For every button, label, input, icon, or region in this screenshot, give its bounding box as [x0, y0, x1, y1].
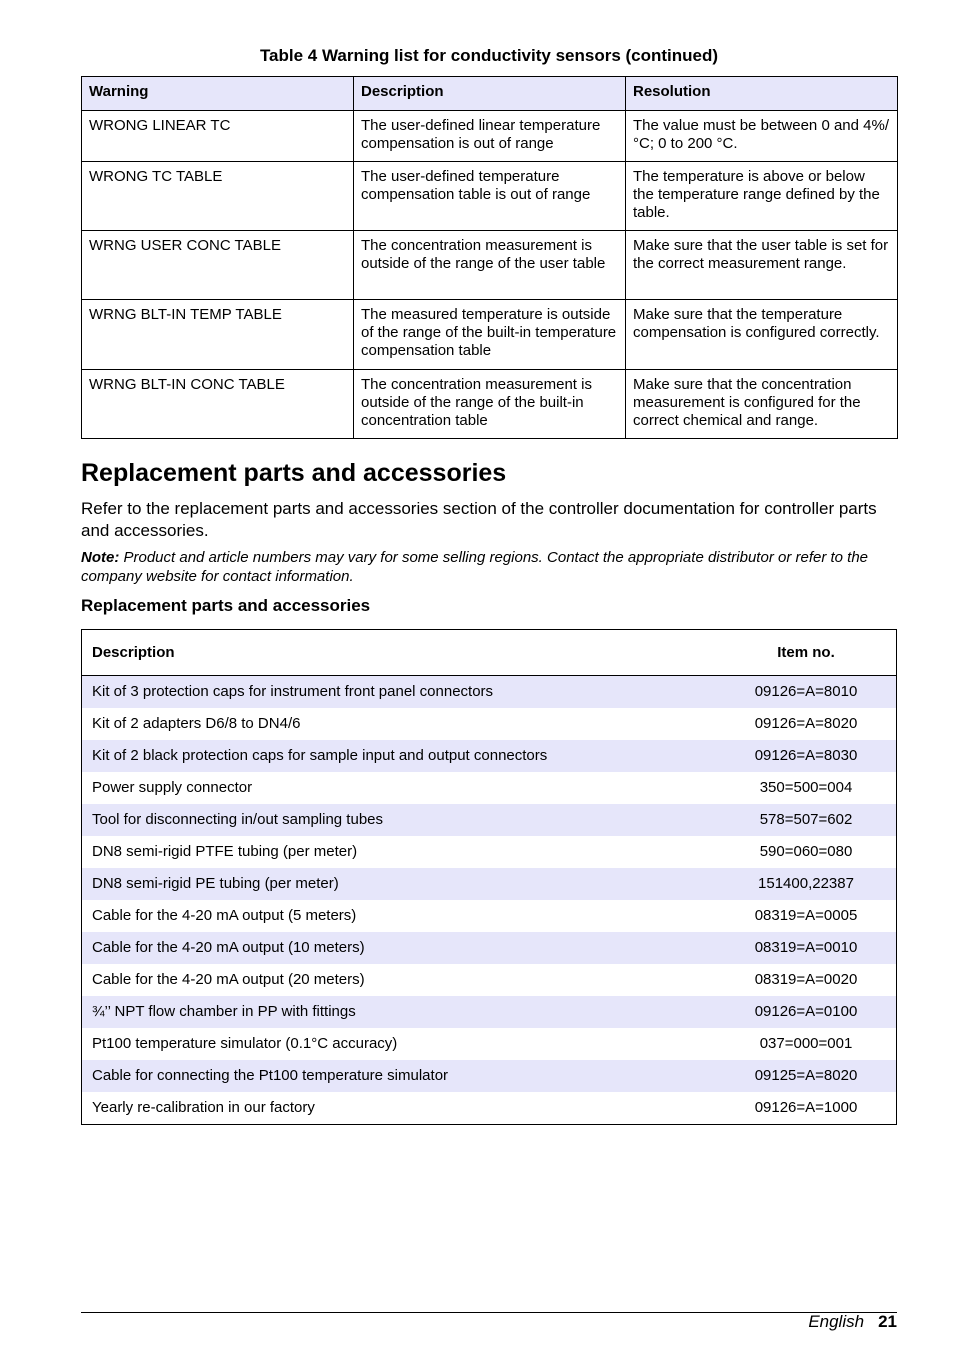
- table-row: [82, 1060, 896, 1092]
- table-row: [82, 1092, 896, 1124]
- part-description: Cable for connecting the Pt100 temperature simulator: [82, 1060, 716, 1092]
- part-description: DN8 semi-rigid PTFE tubing (per meter): [92, 843, 358, 860]
- table-row: [82, 1028, 896, 1060]
- table-row: [82, 932, 896, 964]
- page-number: 21: [878, 1312, 897, 1331]
- column-header-resolution: Resolution: [626, 77, 898, 111]
- part-item-no: 08319=A=0020: [754, 971, 858, 988]
- part-item-no: 08319=A=0005: [754, 907, 858, 924]
- table-row: [82, 740, 896, 772]
- table-row: [82, 708, 896, 740]
- intro-paragraph: Refer to the replacement parts and accessories section of the controller documentation for controller parts and accessories.: [81, 499, 877, 540]
- description-cell: The concentration measurement is outside of the range of the user table: [354, 231, 626, 300]
- column-header-description: Description: [82, 630, 716, 676]
- column-header-description: Description: [354, 77, 626, 111]
- note-label: Note:: [81, 549, 120, 566]
- resolution-cell: Make sure that the concentration measurement is configured for the correct chemical and range.: [626, 370, 898, 439]
- table-row: [82, 868, 896, 900]
- parts-table: [82, 630, 896, 1124]
- warning-cell: WRNG USER CONC TABLE: [82, 231, 354, 300]
- table-row: [82, 836, 896, 868]
- subsection-title: Replacement parts and accessories: [81, 596, 371, 615]
- resolution-cell: The temperature is above or below the temperature range defined by the table.: [626, 162, 898, 231]
- part-item-no: 037=000=001: [759, 1035, 853, 1052]
- part-description: ¾’’ NPT flow chamber in PP with fittings: [82, 996, 716, 1028]
- note-text: Product and article numbers may vary for some selling regions. Contact the appropriate distributor or refer to the company website for contact information.: [81, 549, 869, 585]
- part-item-no: 09126=A=0100: [716, 996, 896, 1028]
- description-cell: The concentration measurement is outside of the range of the built-in concentration table: [354, 370, 626, 439]
- table-row: [82, 676, 896, 709]
- parts-table-frame: [81, 629, 897, 1125]
- warning-cell: WRONG LINEAR TC: [82, 111, 354, 162]
- resolution-cell: Make sure that the user table is set for the correct measurement range.: [626, 231, 898, 300]
- part-description: Cable for the 4-20 mA output (5 meters): [92, 907, 357, 924]
- part-description: Kit of 3 protection caps for instrument front panel connectors: [82, 676, 716, 709]
- part-description: Cable for the 4-20 mA output (10 meters): [82, 932, 716, 964]
- part-item-no: 09126=A=8010: [716, 676, 896, 709]
- page-footer: [81, 1312, 897, 1332]
- description-cell: The measured temperature is outside of the range of the built-in temperature compensation table: [354, 300, 626, 370]
- column-header-warning: Warning: [82, 77, 354, 111]
- resolution-cell: Make sure that the temperature compensation is configured correctly.: [626, 300, 898, 370]
- warning-table-header: [82, 77, 898, 111]
- part-item-no: 590=060=080: [759, 843, 853, 860]
- warning-cell: WRONG TC TABLE: [82, 162, 354, 231]
- part-item-no: 578=507=602: [716, 804, 896, 836]
- part-item-no: 350=500=004: [759, 779, 853, 796]
- warning-table: [81, 76, 898, 439]
- note-paragraph: [81, 548, 897, 586]
- section-title: Replacement parts and accessories: [81, 459, 507, 487]
- part-item-no: 09125=A=8020: [716, 1060, 896, 1092]
- part-description: Tool for disconnecting in/out sampling tubes: [82, 804, 716, 836]
- part-description: DN8 semi-rigid PE tubing (per meter): [82, 868, 716, 900]
- table-row: [82, 162, 898, 231]
- parts-table-header: [82, 630, 896, 676]
- part-description: Cable for the 4-20 mA output (20 meters): [92, 971, 365, 988]
- table-row: [82, 370, 898, 439]
- table-row: [82, 772, 896, 804]
- warning-cell: WRNG BLT-IN TEMP TABLE: [82, 300, 354, 370]
- description-cell: The user-defined temperature compensation table is out of range: [354, 162, 626, 231]
- table-row: [82, 300, 898, 370]
- part-description: Power supply connector: [92, 779, 253, 796]
- resolution-cell: The value must be between 0 and 4%/°C; 0 to 200 °C.: [626, 111, 898, 162]
- part-item-no: 151400,22387: [716, 868, 896, 900]
- table-row: [82, 996, 896, 1028]
- footer-language: English: [808, 1312, 865, 1331]
- table-row: [82, 900, 896, 932]
- part-description: Pt100 temperature simulator (0.1°C accuracy): [92, 1035, 398, 1052]
- part-description: Kit of 2 black protection caps for sample input and output connectors: [82, 740, 716, 772]
- warning-cell: WRNG BLT-IN CONC TABLE: [82, 370, 354, 439]
- column-header-item-no: Item no.: [716, 630, 896, 676]
- part-description: Yearly re-calibration in our factory: [92, 1099, 315, 1116]
- part-item-no: 09126=A=8020: [754, 715, 858, 732]
- description-cell: The user-defined linear temperature compensation is out of range: [354, 111, 626, 162]
- part-description: Kit of 2 adapters D6/8 to DN4/6: [92, 715, 301, 732]
- part-item-no: 09126=A=8030: [716, 740, 896, 772]
- table-row: [82, 231, 898, 300]
- table-caption: Table 4 Warning list for conductivity sensors (continued): [259, 46, 719, 65]
- table-row: [82, 111, 898, 162]
- part-item-no: 08319=A=0010: [716, 932, 896, 964]
- table-row: [82, 964, 896, 996]
- part-item-no: 09126=A=1000: [754, 1099, 858, 1116]
- table-row: [82, 804, 896, 836]
